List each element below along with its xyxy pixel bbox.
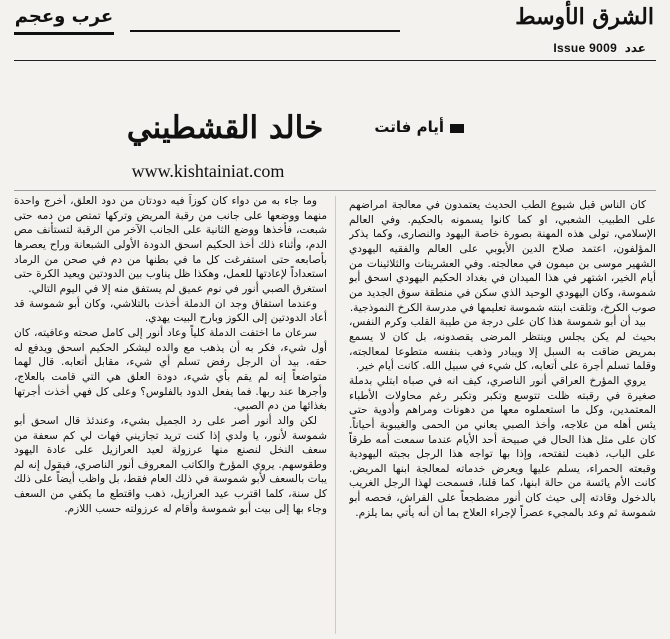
article-paragraph: سرعان ما اختفت الدملة كلياً وعاد أنور إلى كامل صحته وعافيته، كان أول شيء، فكر به أن يذهب مع والده ليشكر الحكيم اسحق ويدفع له حقه. بيد أن الرجل رفض تسلم أي شيء، مقابل أتعابه. قال لهما متواضعاً إنه لم يقم بأي شيء، دودة العلق هي التي قامت بالعلاج، وأجرها عند ربها. فما يفعل الدود بالفلوس؟ وعلى كل فهي أخذت أجرتها بغذائها من دم الصبي. [14, 326, 327, 413]
article-paragraph: وعندما استفاق وجد ان الدملة أخذت بالتلاشي، وكان أبو شموسة قد أعاد الدودتين إلى الكوز وبارح البيت يهدي. [14, 297, 327, 325]
article-paragraph: وما جاء به من دواء كان كوزاً فيه دودتان من دود العلق، أخرج واحدة منهما ووضعها على جانب من رقبة المريض وتركها تمتص من دمه حتى شبعت، فأخذها ووضع الثانية على الجانب الآخر من الرقبة لتستأنف مص الدم، وأثناء ذلك أخذ الحكيم اسحق الدودة الأولى الشبعانة وراح يعصرها بأصابعه حتى استفرغت كل ما في بطنها من دم في صحن من الرماد استعداداً لإعادتها للعمل، وهكذا ظل يناوب بين الدودتين ويعيد الكرة حتى استغرق الصبي أنور في نوم عميق لم يستفق منه إلا في اليوم التالي. [14, 195, 327, 295]
author-website: www.kishtainiat.com [131, 161, 285, 181]
column-marker [450, 124, 464, 133]
logo-text: الشرق الأوسط [515, 4, 654, 30]
article-paragraph: بيد أن أبو شموسة هذا كان على درجة من طيبة القلب وكرم النفس، بحيث لم يكن يجلس وينتظر المرضى يقصدونه، بل كان لا يسمع بمريض ضاقت به السبل إلا ويبادر وذهب بنفسه متطوعا لمعالجته، وقلما تسلم أجرة على أتعابه، كل شيء في سبيل الله. كانت أيام خير. [349, 316, 656, 373]
issue-rule [14, 60, 656, 61]
column-divider [335, 196, 336, 634]
byline-rule [14, 190, 656, 191]
issue-text: Issue 9009 [553, 41, 618, 55]
article-column-right [349, 198, 656, 635]
article-paragraph: لكن والد أنور أصر على رد الجميل بشيء، وعندئذ قال اسحق أبو شموسة لأنور، يا ولدي إذا كنت تريد تجازيني فهات لي كم سعفة من سعف النخل لنصنع منها عرزولة لعيد العرازيل على عادة اليهود وطقوسهم. يروي المؤرخ والكاتب المعروف أنور الناصري، فيقول إنه لم يبات بالسعف لأبو شموسة في ذلك العام فقط، بل واظب أيضاً على ذلك كل سنة، كلما اقترب عيد العرازيل، ذهب واقتطع ما يكفي من السعف وجاء بها إلى بيت أبو شموسة وأقام له عرزولته حسب اللازم. [14, 414, 327, 515]
newspaper-logo [515, 4, 654, 30]
column-name: أيام فاتت [374, 118, 444, 136]
masthead-rule [130, 30, 400, 32]
article-paragraph: كان الناس قبل شيوع الطب الحديث يعتمدون في معالجة امراضهم على الطبيب الشعبي، او كما كانوا يسمونه بالحكيم. وفي العالم الإسلامي، تولى هذه المهنة بصورة خاصة اليهود والنصارى، وكما يذكر المؤلفون، اعتمد صلاح الدين الأيوبي على العالم والفقيه اليهودي الشهير موسى بن ميمون في معالجته. وفي العشرينات والثلاثينات من أيام الخير، اشتهر في هذا الميدان في بغداد الحكيم اليهودي اسحق أبو شموسة، وكان اليهودي الوحيد الذي سكن في منطقة سوق الجديد من صوب الكرخ، وتلقت ابنته شموسة تعليمها في مدرسة الكرخ النموذجية. [349, 199, 656, 314]
author-name: خالد القشطيني [126, 110, 324, 146]
issue-number [553, 41, 646, 55]
section-title: عرب وعجم [14, 4, 114, 35]
article-paragraph: يروي المؤرخ العراقي أنور الناصري، كيف انه في صباه ابتلي بدملة صغيرة في رقبته ظلت تتوسع وتكبر وتكبر رغم محاولات الأطباء المعتمدين، وكل ما استعملوه معها من دهونات ومراهم وأدوية حتى يئس أهله من علاجه، وأخذ الصبي يعاني من الحمى والغيبوبة أحياناً. كان على مثل هذا الحال في صبيحة أحد الأيام عندما سمعت أمه طرقاً على الباب، ذهبت لتفتحه، وإذا بها تواجه هذا الرجل بجبته اليهودية وقبعته الحمراء، يسلم عليها ويعرض خدماته لمعالجة ابنها المريض. كانت الأم يائسة من حالة ابنها، كما قلنا، فسمحت لهذا الرجل الغريب بالدخول وقادته إلى حيث كان أنور مضطجعاً على الفراش، فحصه أبو شموسة ثم وعد بالمجيء عصراً لإجراء العلاج بما أن أنه يأتي بما يلزم. [349, 374, 656, 519]
article-column-left [14, 194, 327, 634]
masthead [0, 0, 670, 62]
issue-prefix: عدد [624, 41, 646, 55]
